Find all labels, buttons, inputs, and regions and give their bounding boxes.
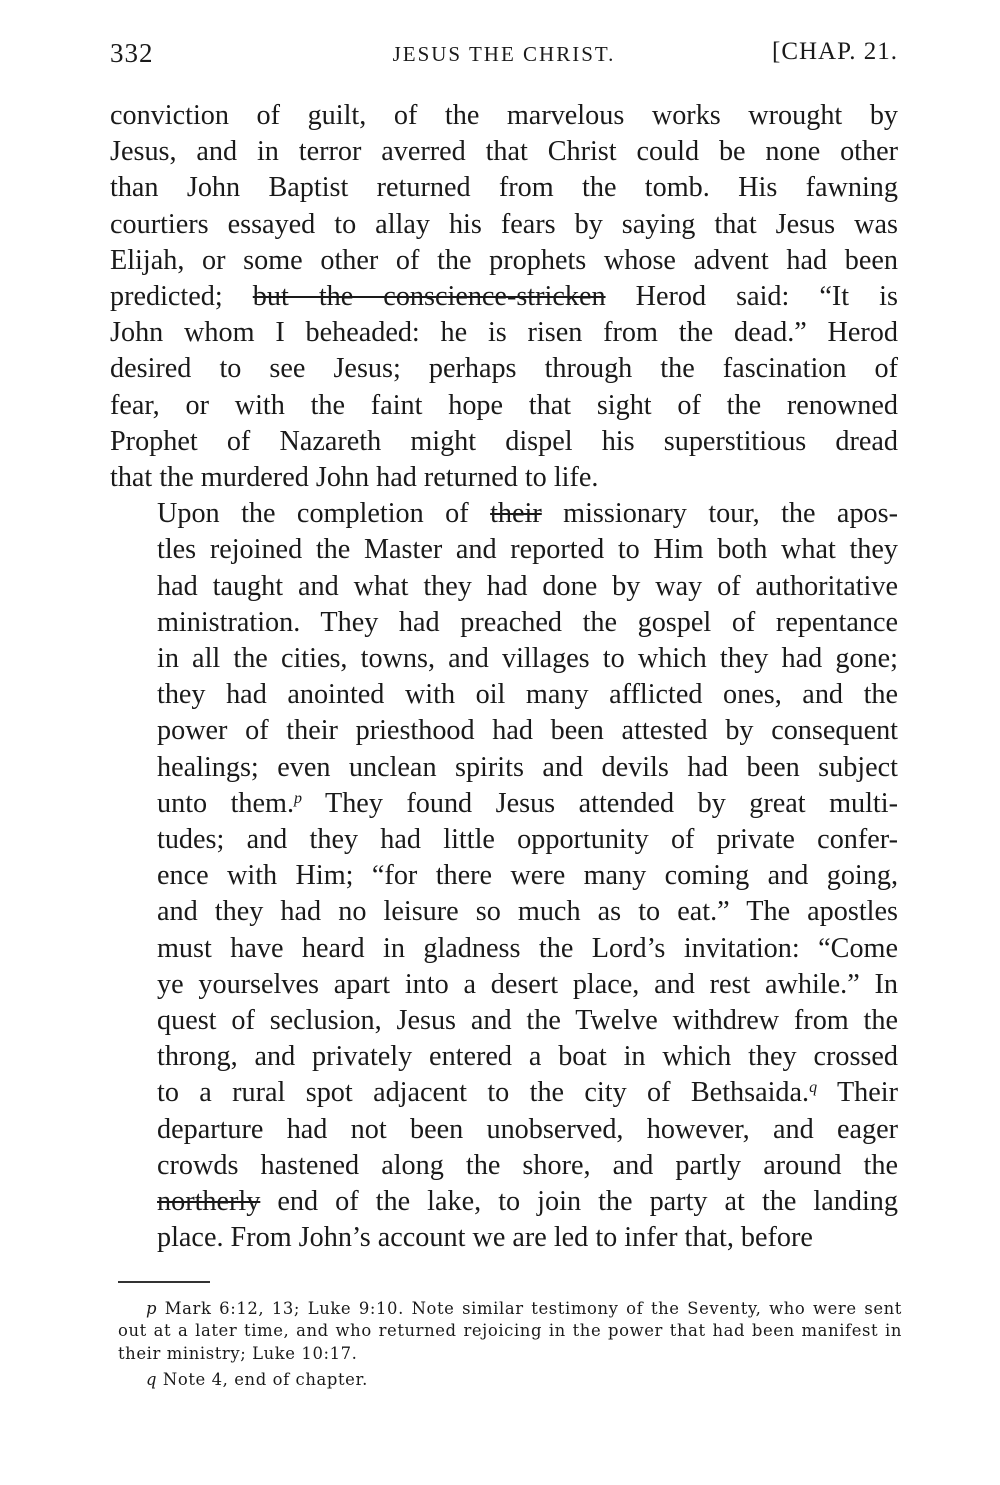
text-line: healings; even unclean spirits and devils had been subject	[157, 751, 898, 783]
footnote-text: Note 4, end of chapter.	[157, 1370, 368, 1390]
text-line: place. From John’s account we are led to infer that, before	[157, 1222, 813, 1254]
body-text	[110, 98, 898, 1257]
text-line: power of their priesthood had been attested by consequent	[157, 715, 898, 747]
text-line: fear, or with the faint hope that sight of the renowned	[110, 389, 898, 421]
line-text: Herod said: “It is	[605, 281, 898, 313]
line-text: predicted;	[110, 281, 253, 313]
line-text: missionary tour, the apos-	[541, 498, 898, 530]
text-line: quest of seclusion, Jesus and the Twelve withdrew from the	[157, 1005, 898, 1037]
struck-text: their	[490, 498, 542, 530]
text-line: must have heard in gladness the Lord’s invitation: “Come	[157, 932, 898, 964]
paragraph-2	[110, 496, 898, 1256]
text-line: tles rejoined the Master and reported to Him both what they	[157, 534, 898, 566]
line-text: Upon the completion of	[157, 498, 491, 530]
footnote-mark: p	[146, 1299, 158, 1318]
footnote	[118, 1369, 902, 1391]
text-line: ministration. They had preached the gospel of repentance	[157, 606, 898, 638]
line-text: end of the lake, to join the party at the landing	[260, 1186, 898, 1218]
text-line	[110, 279, 898, 315]
text-line: John whom I beheaded: he is risen from the dead.” Herod	[110, 317, 898, 349]
footnote-text: Mark 6:12, 13; Luke 9:10. Note similar testimony of the Seventy, who were sent out at a later time, and who returned rejoicing in the power that had been manifest in their ministry; Luke 10:17.	[118, 1299, 902, 1363]
footnote-reference: q	[809, 1079, 818, 1097]
footnote-rule	[118, 1281, 210, 1283]
page-number: 332	[110, 38, 154, 68]
footnotes	[118, 1298, 902, 1396]
text-line: throng, and privately entered a boat in which they crossed	[157, 1041, 898, 1073]
text-line	[110, 1075, 898, 1111]
text-line	[110, 786, 898, 822]
text-line: Prophet of Nazareth might dispel his superstitious dread	[110, 425, 898, 457]
footnote-mark: q	[146, 1370, 158, 1390]
text-line: Jesus, and in terror averred that Christ could be none other	[110, 136, 898, 168]
line-text: Their	[817, 1077, 898, 1109]
text-line: had taught and what they had done by way of authoritative	[157, 570, 898, 602]
line-text: to a rural spot adjacent to the city of Bethsaida.	[157, 1077, 810, 1109]
running-title: JESUS THE CHRIST.	[392, 42, 616, 66]
text-line: they had anointed with oil many afflicted ones, and the	[157, 679, 898, 711]
running-header	[110, 38, 898, 78]
text-line: conviction of guilt, of the marvelous works wrought by	[110, 100, 898, 131]
text-line: crowds hastened along the shore, and partly around the	[157, 1149, 898, 1181]
struck-text: northerly	[157, 1186, 261, 1218]
text-line: desired to see Jesus; perhaps through the fascination of	[110, 353, 898, 385]
text-line	[110, 1184, 898, 1220]
text-line: tudes; and they had little opportunity of private confer-	[157, 824, 898, 856]
text-line: in all the cities, towns, and villages to which they had gone;	[157, 643, 898, 675]
struck-text: but the conscience-stricken	[252, 281, 606, 313]
text-line: ence with Him; “for there were many coming and going,	[157, 860, 898, 892]
line-text: They found Jesus attended by great multi-	[302, 787, 898, 819]
footnote	[118, 1298, 902, 1365]
text-line: courtiers essayed to allay his fears by saying that Jesus was	[110, 208, 898, 240]
text-line: Elijah, or some other of the prophets whose advent had been	[110, 244, 898, 276]
text-line: and they had no leisure so much as to eat.” The apostles	[157, 896, 898, 928]
text-line: than John Baptist returned from the tomb. His fawning	[110, 172, 898, 204]
chapter-label: [CHAP. 21.	[772, 38, 898, 65]
text-line	[110, 496, 898, 532]
text-line: ye yourselves apart into a desert place, and rest awhile.” In	[157, 968, 898, 1000]
text-line: departure had not been unobserved, however, and eager	[157, 1113, 898, 1145]
text-line: that the murdered John had returned to life.	[110, 462, 599, 494]
footnote-reference: p	[294, 789, 303, 807]
line-text: unto them.	[157, 787, 295, 819]
paragraph-1	[110, 98, 898, 496]
